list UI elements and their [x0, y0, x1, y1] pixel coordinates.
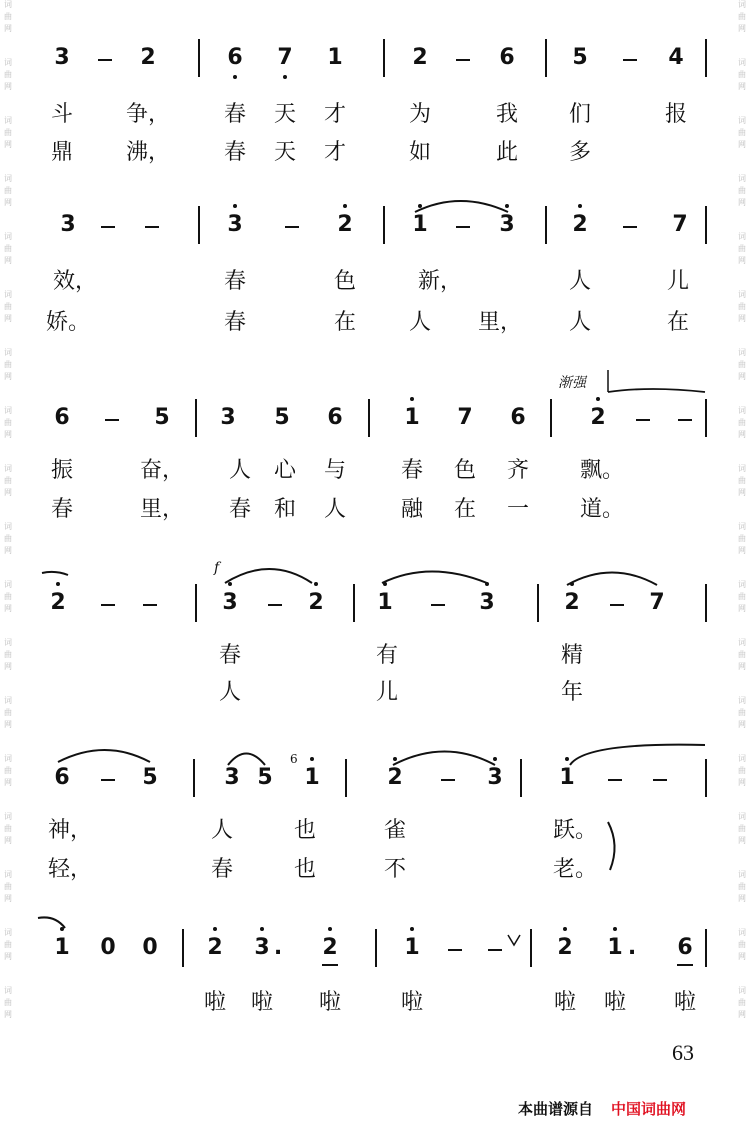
note: 1 — [607, 935, 623, 960]
grace-note-6: 6 — [290, 752, 298, 766]
lyric-syllable: 啦 — [553, 990, 577, 1015]
note: 7 — [457, 405, 473, 430]
lyric-syllable: 雀 — [383, 818, 407, 843]
watermark-char: 词 — [4, 870, 12, 879]
note: 3 — [60, 212, 76, 237]
watermark-char: 网 — [4, 720, 12, 729]
watermark-char: 词 — [738, 348, 746, 357]
note: 2 — [50, 590, 66, 615]
watermark-char: 词 — [738, 928, 746, 937]
breath-mark — [508, 935, 520, 945]
watermark-char: 曲 — [4, 70, 12, 79]
watermark-char: 曲 — [738, 70, 746, 79]
lyric-syllable: 奋， — [139, 458, 185, 483]
note: 6 — [499, 45, 515, 70]
watermark-char: 词 — [738, 812, 746, 821]
watermark-char: 网 — [738, 24, 746, 33]
note: 7 — [672, 212, 688, 237]
watermark-char: 曲 — [4, 302, 12, 311]
brace-mark — [608, 822, 615, 870]
watermark-char: 网 — [738, 546, 746, 555]
watermark-char: 网 — [4, 198, 12, 207]
watermark-char: 网 — [738, 604, 746, 613]
source-footer — [518, 1098, 686, 1119]
note: 3 — [220, 405, 236, 430]
note: 2 — [557, 935, 573, 960]
watermark-char: 网 — [738, 778, 746, 787]
note: 1 — [559, 765, 575, 790]
lyric-syllable: 人 — [218, 680, 242, 705]
lyric-syllable: 年 — [560, 680, 584, 705]
lyric-syllable: 新， — [417, 269, 463, 294]
watermark-char: 曲 — [738, 476, 746, 485]
lyric-syllable: 人 — [408, 310, 432, 335]
note: 7 — [649, 590, 665, 615]
watermark-char: 曲 — [738, 244, 746, 253]
slur-arc — [228, 754, 265, 766]
lyric-syllable: 和 — [273, 497, 297, 522]
watermark-char: 曲 — [4, 650, 12, 659]
watermark-char: 网 — [738, 836, 746, 845]
note: 1 — [377, 590, 393, 615]
watermark-char: 网 — [738, 894, 746, 903]
watermark-char: 曲 — [738, 708, 746, 717]
note: 1 — [404, 405, 420, 430]
watermark-char: 词 — [4, 812, 12, 821]
watermark-char: 曲 — [738, 360, 746, 369]
lyric-syllable: 人 — [228, 458, 252, 483]
note: 3 — [222, 590, 238, 615]
watermark-char: 网 — [738, 662, 746, 671]
watermark-char: 网 — [4, 24, 12, 33]
watermark-char: 曲 — [738, 882, 746, 891]
lyric-syllable: 春 — [400, 458, 424, 483]
slur-arc — [58, 750, 150, 762]
watermark-char: 词 — [738, 232, 746, 241]
tie-arc — [42, 572, 68, 575]
watermark-char: 网 — [738, 430, 746, 439]
watermark-char: 曲 — [738, 302, 746, 311]
source-label: 本曲谱源自 — [518, 1100, 594, 1118]
watermark-char: 词 — [738, 0, 746, 9]
note: 2 — [412, 45, 428, 70]
watermark-char: 网 — [738, 372, 746, 381]
watermark-char: 词 — [4, 290, 12, 299]
note: 6 — [54, 405, 70, 430]
lyric-syllable: 春 — [223, 269, 247, 294]
watermark-char: 曲 — [4, 360, 12, 369]
note: 2 — [140, 45, 156, 70]
slur-arc — [225, 569, 312, 583]
lyric-syllable: 春 — [210, 857, 234, 882]
note: 7 — [277, 45, 293, 70]
note: 5 — [257, 765, 273, 790]
lyric-syllable: 为 — [408, 102, 432, 127]
lyric-syllable: 精 — [560, 643, 584, 668]
note: 1 — [304, 765, 320, 790]
note: 3 — [54, 45, 70, 70]
lyric-syllable: 色 — [453, 458, 477, 483]
watermark-char: 曲 — [4, 534, 12, 543]
watermark-char: 网 — [4, 604, 12, 613]
lyric-syllable: 啦 — [318, 990, 342, 1015]
note: 6 — [54, 765, 70, 790]
note: 2 — [387, 765, 403, 790]
lyric-syllable: 才 — [323, 102, 347, 127]
tie-arc — [38, 917, 65, 928]
note: 1 — [412, 212, 428, 237]
lyric-syllable: 一 — [506, 497, 530, 522]
watermark-char: 词 — [738, 696, 746, 705]
lyric-syllable: 也 — [293, 818, 317, 843]
watermark-char: 曲 — [4, 708, 12, 717]
watermark-char: 词 — [738, 754, 746, 763]
watermark-char: 网 — [4, 1010, 12, 1019]
watermark-char: 网 — [4, 140, 12, 149]
watermark-char: 网 — [4, 372, 12, 381]
note: 1 — [404, 935, 420, 960]
watermark-char: 网 — [738, 488, 746, 497]
watermark-char: 词 — [4, 696, 12, 705]
lyric-syllable: 神， — [47, 818, 93, 843]
watermark-char: 曲 — [4, 244, 12, 253]
watermark-char: 网 — [738, 1010, 746, 1019]
watermark-char: 词 — [738, 116, 746, 125]
note: 0 — [100, 935, 116, 960]
watermark-char: 曲 — [4, 766, 12, 775]
watermark-char: 曲 — [4, 12, 12, 21]
watermark-char: 网 — [738, 314, 746, 323]
source-site-link[interactable]: 中国词曲网 — [611, 1100, 687, 1118]
watermark-char: 词 — [738, 986, 746, 995]
watermark-char: 词 — [738, 174, 746, 183]
lyric-syllable: 道。 — [579, 497, 625, 522]
watermark-char: 曲 — [4, 592, 12, 601]
lyric-syllable: 人 — [210, 818, 234, 843]
note: 3 — [499, 212, 515, 237]
watermark-char: 网 — [4, 256, 12, 265]
watermark-char: 词 — [738, 58, 746, 67]
lyric-syllable: 人 — [568, 310, 592, 335]
watermark-char: 网 — [4, 546, 12, 555]
watermark-char: 网 — [738, 952, 746, 961]
watermark-char: 网 — [738, 82, 746, 91]
tie-arc — [570, 745, 705, 765]
lyric-syllable: 在 — [333, 310, 357, 335]
note: 5 — [572, 45, 588, 70]
note: 6 — [677, 935, 693, 960]
note: 3 — [227, 212, 243, 237]
watermark-char: 词 — [4, 638, 12, 647]
note: 2 — [207, 935, 223, 960]
note: 6 — [227, 45, 243, 70]
lyric-syllable: 儿 — [375, 680, 399, 705]
watermark-char: 网 — [738, 256, 746, 265]
watermark-char: 曲 — [738, 534, 746, 543]
crescendo-label: 渐强 — [558, 375, 586, 391]
watermark-char: 网 — [738, 198, 746, 207]
lyric-syllable: 人 — [323, 497, 347, 522]
lyric-syllable: 色 — [333, 269, 357, 294]
watermark-char: 词 — [4, 0, 12, 9]
lyric-syllable: 心 — [273, 458, 297, 483]
watermark-char: 词 — [4, 986, 12, 995]
lyric-syllable: 沸， — [125, 140, 171, 165]
note: 2 — [322, 935, 338, 960]
watermark-char: 词 — [4, 348, 12, 357]
lyric-syllable: 报 — [664, 102, 688, 127]
note: 2 — [564, 590, 580, 615]
watermark-char: 曲 — [738, 186, 746, 195]
lyric-syllable: 跃。 — [552, 818, 598, 843]
watermark-char: 词 — [4, 406, 12, 415]
watermark-char: 曲 — [4, 476, 12, 485]
watermark-char: 网 — [738, 720, 746, 729]
lyric-syllable: 斗 — [50, 102, 74, 127]
note: 3 — [479, 590, 495, 615]
watermark-char: 网 — [738, 140, 746, 149]
watermark-char: 曲 — [738, 940, 746, 949]
watermark-char: 网 — [4, 488, 12, 497]
lyric-syllable: 娇。 — [45, 310, 91, 335]
note: 6 — [510, 405, 526, 430]
slur-arc — [415, 201, 508, 212]
slur-arc — [567, 573, 657, 586]
slur-arc — [393, 752, 495, 766]
lyric-syllable: 才 — [323, 140, 347, 165]
lyric-syllable: 老。 — [552, 857, 598, 882]
lyric-syllable: 在 — [453, 497, 477, 522]
watermark-char: 词 — [4, 522, 12, 531]
lyric-syllable: 融 — [400, 497, 424, 522]
watermark-char: 曲 — [738, 824, 746, 833]
lyric-syllable: 里， — [477, 310, 523, 335]
lyric-syllable: 也 — [293, 857, 317, 882]
watermark-char: 网 — [4, 894, 12, 903]
note: 5 — [274, 405, 290, 430]
watermark-char: 网 — [4, 952, 12, 961]
watermark-char: 词 — [4, 580, 12, 589]
note: 5 — [142, 765, 158, 790]
watermark-char: 曲 — [4, 882, 12, 891]
note: 2 — [308, 590, 324, 615]
note: 2 — [590, 405, 606, 430]
watermark-char: 词 — [738, 870, 746, 879]
watermark-char: 词 — [4, 174, 12, 183]
watermark-char: 曲 — [738, 650, 746, 659]
watermark-char: 词 — [738, 290, 746, 299]
note: 6 — [327, 405, 343, 430]
note: 1 — [54, 935, 70, 960]
augmentation-dot: . — [627, 935, 637, 960]
lyric-syllable: 人 — [568, 269, 592, 294]
lyric-syllable: 啦 — [250, 990, 274, 1015]
lyric-syllable: 春 — [223, 310, 247, 335]
watermark-char: 曲 — [4, 128, 12, 137]
lyric-syllable: 效， — [52, 269, 98, 294]
note: 2 — [572, 212, 588, 237]
lyric-syllable: 鼎 — [50, 140, 74, 165]
watermark-char: 曲 — [738, 592, 746, 601]
forte-marking: f — [214, 560, 220, 576]
lyric-syllable: 里， — [139, 497, 185, 522]
watermark-char: 曲 — [738, 418, 746, 427]
lyric-syllable: 争， — [125, 102, 171, 127]
watermark-char: 曲 — [738, 128, 746, 137]
watermark-char: 词 — [4, 232, 12, 241]
watermark-char: 词 — [738, 522, 746, 531]
watermark-char: 曲 — [4, 940, 12, 949]
lyric-syllable: 多 — [568, 140, 592, 165]
lyric-syllable: 如 — [408, 140, 432, 165]
watermark-char: 词 — [738, 580, 746, 589]
lyric-syllable: 春 — [223, 140, 247, 165]
lyric-syllable: 们 — [568, 102, 592, 127]
lyric-syllable: 振 — [50, 458, 74, 483]
note: 2 — [337, 212, 353, 237]
watermark-char: 词 — [738, 464, 746, 473]
watermark-char: 网 — [4, 82, 12, 91]
watermark-char: 曲 — [4, 998, 12, 1007]
lyric-syllable: 在 — [666, 310, 690, 335]
page-number: 63 — [672, 1040, 694, 1065]
lyric-syllable: 天 — [273, 102, 297, 127]
note: 5 — [154, 405, 170, 430]
augmentation-dot: . — [273, 935, 283, 960]
lyric-syllable: 轻， — [47, 857, 93, 882]
lyric-syllable: 春 — [228, 497, 252, 522]
lyric-syllable: 齐 — [506, 458, 530, 483]
watermark-char: 网 — [4, 836, 12, 845]
lyric-syllable: 不 — [383, 857, 407, 882]
watermark-char: 词 — [738, 406, 746, 415]
lyric-syllable: 我 — [495, 102, 519, 127]
note: 3 — [487, 765, 503, 790]
note: 3 — [254, 935, 270, 960]
lyric-syllable: 啦 — [603, 990, 627, 1015]
watermark-char: 网 — [4, 778, 12, 787]
watermark-char: 词 — [4, 754, 12, 763]
lyric-syllable: 春 — [223, 102, 247, 127]
note: 3 — [224, 765, 240, 790]
watermark-char: 词 — [4, 928, 12, 937]
note: 1 — [327, 45, 343, 70]
watermark-char: 词 — [4, 58, 12, 67]
lyric-syllable: 春 — [50, 497, 74, 522]
lyric-syllable: 有 — [375, 643, 399, 668]
watermark-char: 曲 — [4, 186, 12, 195]
watermark-char: 曲 — [4, 824, 12, 833]
note: 0 — [142, 935, 158, 960]
watermark-char: 网 — [4, 314, 12, 323]
watermark-char: 曲 — [4, 418, 12, 427]
lyric-syllable: 天 — [273, 140, 297, 165]
watermark-char: 网 — [4, 662, 12, 671]
slur-arc — [382, 572, 487, 584]
lyric-syllable: 春 — [218, 643, 242, 668]
lyric-syllable: 此 — [495, 140, 519, 165]
note: 4 — [668, 45, 684, 70]
lyric-syllable: 啦 — [203, 990, 227, 1015]
lyric-syllable: 啦 — [400, 990, 424, 1015]
watermark-char: 曲 — [738, 12, 746, 21]
watermark-char: 网 — [4, 430, 12, 439]
lyric-syllable: 飘。 — [579, 458, 625, 483]
watermark-char: 曲 — [738, 766, 746, 775]
crescendo-hairpin — [608, 389, 705, 392]
watermark-char: 词 — [4, 464, 12, 473]
watermark-char: 词 — [738, 638, 746, 647]
lyric-syllable: 啦 — [673, 990, 697, 1015]
watermark-char: 曲 — [738, 998, 746, 1007]
lyric-syllable: 与 — [323, 458, 347, 483]
watermark-char: 词 — [4, 116, 12, 125]
lyric-syllable: 儿 — [666, 269, 690, 294]
